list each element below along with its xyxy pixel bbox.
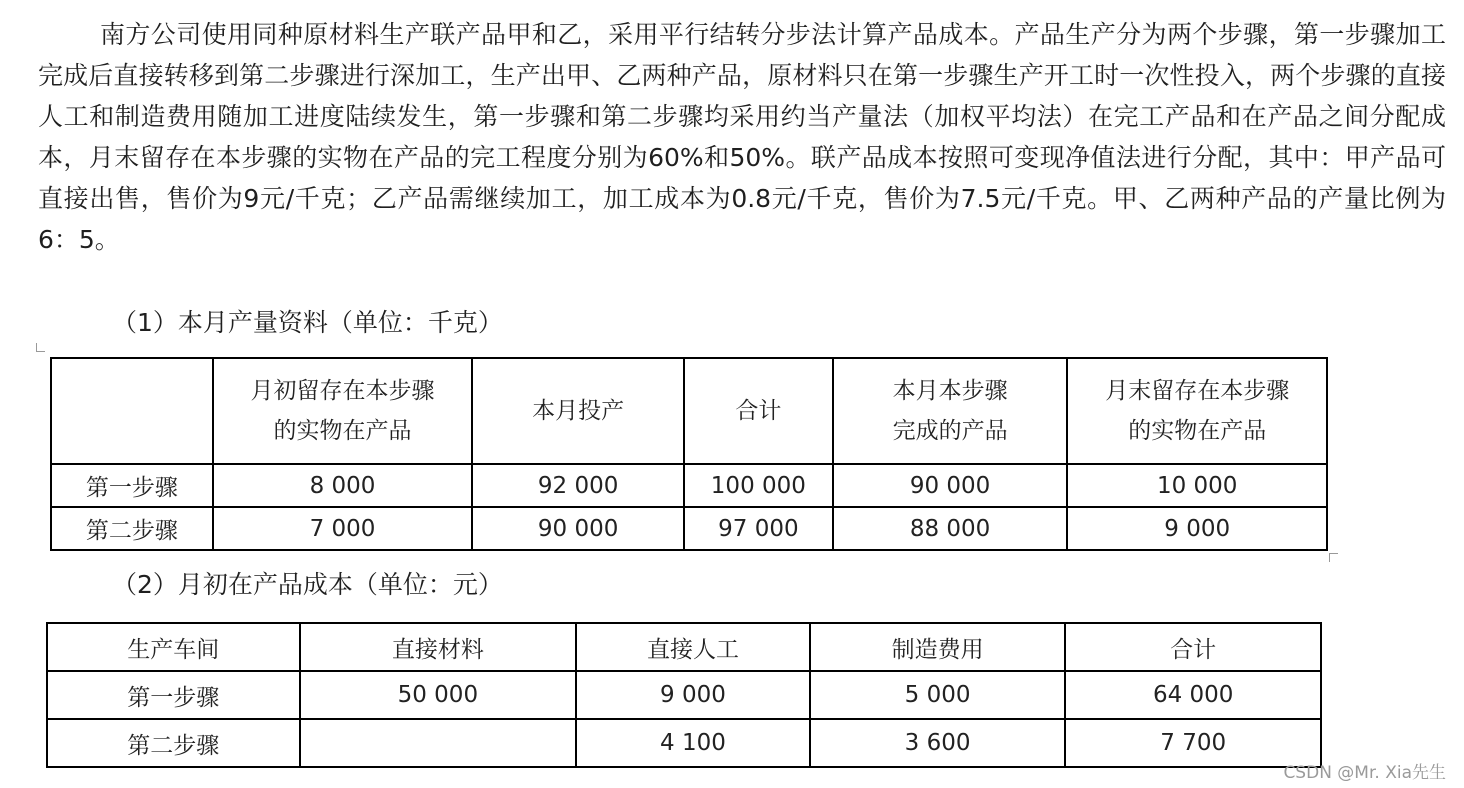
- table-cell: 92 000: [472, 464, 684, 507]
- header-line: 本月投产: [532, 398, 625, 424]
- header-line: 的实物在产品: [273, 418, 412, 444]
- table-cell: 50 000: [300, 671, 577, 719]
- header-line: 本月本步骤: [892, 378, 1008, 404]
- table-row: [47, 719, 1321, 767]
- header-cell: [1067, 358, 1327, 464]
- table-cell: 100 000: [684, 464, 833, 507]
- table-row: [47, 671, 1321, 719]
- table-cell: 5 000: [810, 671, 1066, 719]
- intro-paragraph: 南方公司使用同种原材料生产联产品甲和乙，采用平行结转分步法计算产品成本。产品生产分为两个步骤，第一步骤加工完成后直接转移到第二步骤进行深加工，生产出甲、乙两种产品，原材料只在第一步骤生产开工时一次性投入，两个步骤的直接人工和制造费用随加工进度陆续发生，第一步骤和第二步骤均采用约当产量法（加权平均法）在完工产品和在产品之间分配成本，月末留存在本步骤的实物在产品的完工程度分别为60%和50%。联产品成本按照可变现净值法进行分配，其中：甲产品可直接出售，售价为9元/千克；乙产品需继续加工，加工成本为0.8元/千克，售价为7.5元/千克。甲、乙两种产品的产量比例为6：5。: [38, 20, 1446, 254]
- row-label: 第一步骤: [47, 671, 300, 719]
- table-cell: 8 000: [213, 464, 473, 507]
- header-line: 完成的产品: [892, 418, 1008, 444]
- table-corner-mark: [1329, 553, 1338, 562]
- section-1-title: （1）本月产量资料（单位：千克）: [112, 308, 503, 337]
- table-cell: 3 600: [810, 719, 1066, 767]
- table-cell: [300, 719, 577, 767]
- table-cell: 7 000: [213, 507, 473, 550]
- header-cell: [833, 358, 1068, 464]
- watermark: CSDN @Mr. Xia先生: [1283, 763, 1446, 783]
- section-2-title: （2）月初在产品成本（单位：元）: [112, 570, 503, 599]
- opening-wip-cost-table: [46, 622, 1322, 768]
- header-line: 合计: [735, 398, 782, 424]
- table-cell: 90 000: [833, 464, 1068, 507]
- header-cell: 制造费用: [810, 623, 1066, 671]
- header-cell: [51, 358, 213, 464]
- header-cell: 直接材料: [300, 623, 577, 671]
- table-corner-mark: [36, 343, 45, 352]
- table-cell: 7 700: [1065, 719, 1321, 767]
- table-cell: 9 000: [576, 671, 810, 719]
- header-line: 的实物在产品: [1128, 418, 1267, 444]
- table-cell: 64 000: [1065, 671, 1321, 719]
- table-cell: 10 000: [1067, 464, 1327, 507]
- table-cell: 97 000: [684, 507, 833, 550]
- header-cell: 生产车间: [47, 623, 300, 671]
- table-cell: 4 100: [576, 719, 810, 767]
- table-row: [51, 464, 1327, 507]
- row-label: 第一步骤: [51, 464, 213, 507]
- header-line: 月初留存在本步骤: [250, 378, 435, 404]
- output-quantity-table: [50, 357, 1328, 551]
- header-cell: [472, 358, 684, 464]
- header-line: 月末留存在本步骤: [1105, 378, 1290, 404]
- table-header-row: [51, 358, 1327, 464]
- table-cell: 90 000: [472, 507, 684, 550]
- header-cell: 合计: [1065, 623, 1321, 671]
- table-cell: 9 000: [1067, 507, 1327, 550]
- row-label: 第二步骤: [51, 507, 213, 550]
- table-header-row: [47, 623, 1321, 671]
- table-row: [51, 507, 1327, 550]
- header-cell: [684, 358, 833, 464]
- header-cell: [213, 358, 473, 464]
- header-cell: 直接人工: [576, 623, 810, 671]
- table-cell: 88 000: [833, 507, 1068, 550]
- row-label: 第二步骤: [47, 719, 300, 767]
